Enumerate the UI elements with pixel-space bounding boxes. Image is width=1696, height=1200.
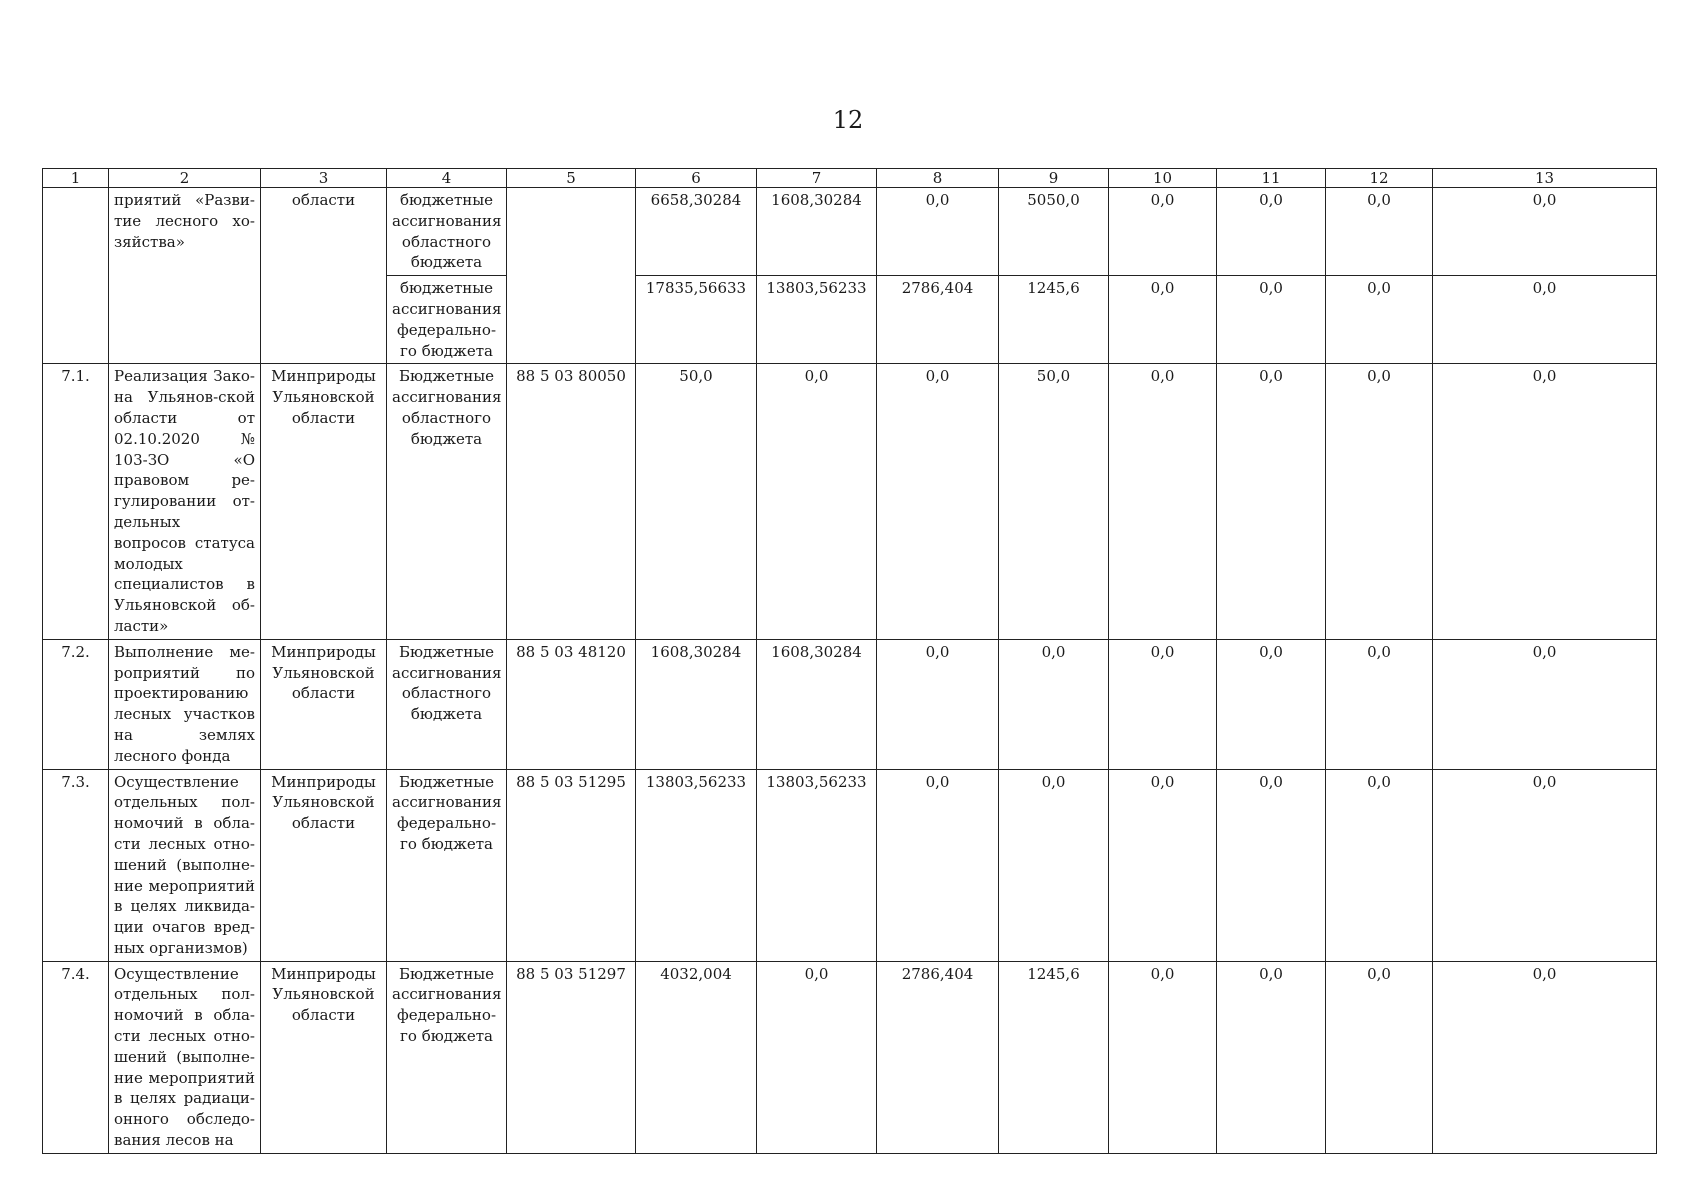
column-number: 7 [757,169,877,188]
column-number: 1 [43,169,109,188]
amount-cell: 13803,56233 [757,769,877,961]
executor: Минприроды Ульяновской области [261,961,387,1153]
column-number: 8 [877,169,999,188]
amount-cell: 0,0 [877,639,999,769]
column-number: 2 [109,169,261,188]
amount-cell: 0,0 [1433,188,1657,276]
amount-cell: 0,0 [1326,769,1433,961]
amount-cell: 50,0 [999,364,1109,639]
amount-cell: 0,0 [1217,188,1326,276]
amount-cell: 0,0 [1109,769,1217,961]
amount-cell: 1608,30284 [757,188,877,276]
amount-cell: 0,0 [877,188,999,276]
amount-cell: 0,0 [757,961,877,1153]
funding-source: Бюджетные ассигнования федерально-го бюджета [387,769,507,961]
amount-cell: 1608,30284 [636,639,757,769]
amount-cell: 13803,56233 [757,276,877,364]
budget-table [42,168,1657,1154]
amount-cell: 0,0 [999,769,1109,961]
row-number: 7.3. [43,769,109,961]
funding-source: бюджетные ассигнования областного бюджета [387,188,507,276]
column-number-row [43,169,1657,188]
amount-cell: 0,0 [1326,188,1433,276]
measure-name: Выполнение ме-роприятий по проектированию лесных участков на землях лесного фонда [109,639,261,769]
budget-code [507,188,636,364]
funding-source: Бюджетные ассигнования областного бюджета [387,639,507,769]
amount-cell: 1245,6 [999,961,1109,1153]
amount-cell: 13803,56233 [636,769,757,961]
amount-cell: 1245,6 [999,276,1109,364]
amount-cell: 0,0 [1109,364,1217,639]
table-row [43,639,1657,769]
table-body [43,169,1657,1154]
amount-cell: 0,0 [1326,364,1433,639]
funding-source: Бюджетные ассигнования областного бюджета [387,364,507,639]
amount-cell: 0,0 [1109,188,1217,276]
executor: области [261,188,387,364]
column-number: 13 [1433,169,1657,188]
amount-cell: 0,0 [877,364,999,639]
budget-code: 88 5 03 80050 [507,364,636,639]
amount-cell: 0,0 [1326,639,1433,769]
amount-cell: 0,0 [1217,961,1326,1153]
table-row [43,364,1657,639]
column-number: 12 [1326,169,1433,188]
table-row [43,961,1657,1153]
amount-cell: 0,0 [877,769,999,961]
amount-cell: 0,0 [1433,276,1657,364]
amount-cell: 0,0 [999,639,1109,769]
column-number: 6 [636,169,757,188]
column-number: 5 [507,169,636,188]
amount-cell: 0,0 [1326,276,1433,364]
amount-cell: 17835,56633 [636,276,757,364]
row-number [43,188,109,364]
amount-cell: 0,0 [1217,769,1326,961]
amount-cell: 0,0 [1217,276,1326,364]
amount-cell: 0,0 [1109,639,1217,769]
funding-source: бюджетные ассигнования федерально-го бюджета [387,276,507,364]
amount-cell: 2786,404 [877,276,999,364]
table-row [43,769,1657,961]
amount-cell: 6658,30284 [636,188,757,276]
executor: Минприроды Ульяновской области [261,639,387,769]
amount-cell: 0,0 [1109,276,1217,364]
amount-cell: 0,0 [1433,364,1657,639]
row-number: 7.1. [43,364,109,639]
measure-name: Осуществление отдельных пол-номочий в обла-сти лесных отно-шений (выполне-ние мероприятий в целях радиаци-онного обследо-вания лесов на [109,961,261,1153]
amount-cell: 0,0 [1433,769,1657,961]
column-number: 10 [1109,169,1217,188]
column-number: 11 [1217,169,1326,188]
page-number: 12 [832,106,864,134]
amount-cell: 0,0 [1433,961,1657,1153]
column-number: 9 [999,169,1109,188]
amount-cell: 0,0 [1217,639,1326,769]
amount-cell: 0,0 [757,364,877,639]
amount-cell: 0,0 [1433,639,1657,769]
amount-cell: 4032,004 [636,961,757,1153]
executor: Минприроды Ульяновской области [261,364,387,639]
column-number: 4 [387,169,507,188]
table-row [43,188,1657,276]
row-number: 7.2. [43,639,109,769]
row-number: 7.4. [43,961,109,1153]
executor: Минприроды Ульяновской области [261,769,387,961]
amount-cell: 1608,30284 [757,639,877,769]
budget-code: 88 5 03 48120 [507,639,636,769]
measure-name: приятий «Разви-тие лесного хо-зяйства» [109,188,261,364]
amount-cell: 50,0 [636,364,757,639]
measure-name: Осуществление отдельных пол-номочий в обла-сти лесных отно-шений (выполне-ние мероприятий в целях ликвида-ции очагов вред-ных организмов) [109,769,261,961]
amount-cell: 0,0 [1109,961,1217,1153]
column-number: 3 [261,169,387,188]
budget-code: 88 5 03 51297 [507,961,636,1153]
amount-cell: 0,0 [1326,961,1433,1153]
funding-source: Бюджетные ассигнования федерально-го бюджета [387,961,507,1153]
budget-code: 88 5 03 51295 [507,769,636,961]
amount-cell: 2786,404 [877,961,999,1153]
amount-cell: 5050,0 [999,188,1109,276]
amount-cell: 0,0 [1217,364,1326,639]
measure-name: Реализация Зако-на Ульянов-ской области от 02.10.2020 № 103-ЗО «О правовом ре-гулировании от-дельных вопросов статуса молодых специалистов в Ульяновской об-ласти» [109,364,261,639]
